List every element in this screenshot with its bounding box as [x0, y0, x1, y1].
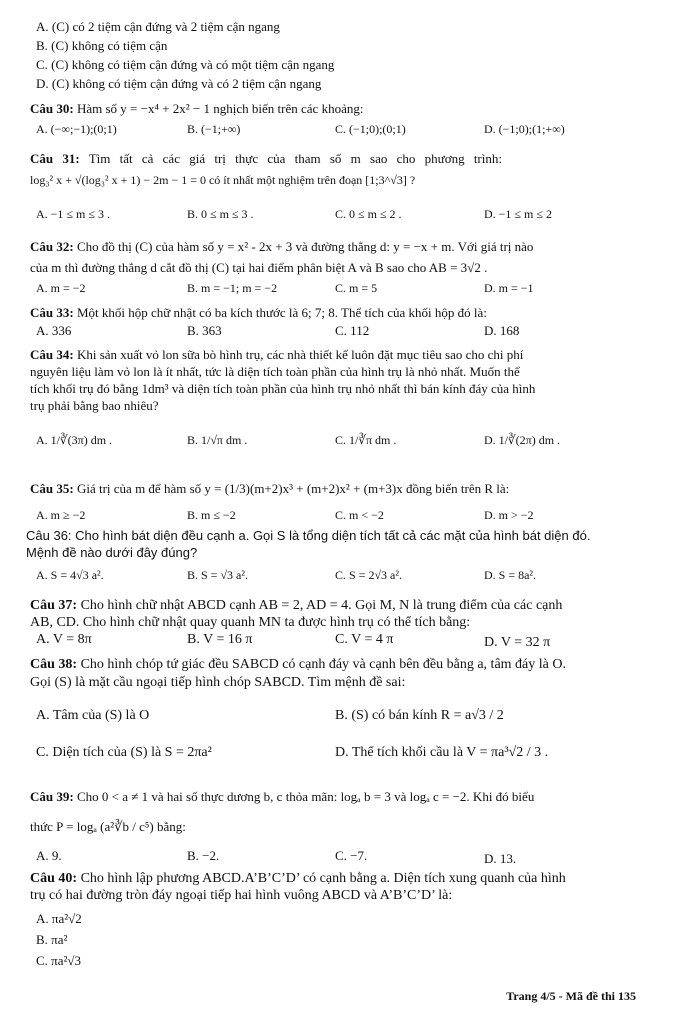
q39-option-d: D. 13.: [484, 851, 517, 866]
q35-option-d: D. m > −2: [484, 508, 534, 522]
question-text: Cho hình chóp tứ giác đều SABCD có cạnh đáy và cạnh bên đều bằng a, tâm đáy là O.: [80, 657, 566, 672]
q35-option-c: C. m < −2: [335, 508, 384, 522]
q34-option-b: B. 1/√π dm .: [187, 433, 248, 447]
question-text: Cho 0 < a ≠ 1 và hai số thực dương b, c thỏa mãn: logₐ b = 3 và logₐ c = −2. Khi đó biểu: [76, 789, 535, 804]
q39-option-b: B. −2.: [187, 848, 220, 863]
question-text: Một khối hộp chữ nhật có ba kích thước là 6; 7; 8. Thể tích của khối hộp đó là:: [76, 305, 487, 320]
question-label: Câu 34:: [30, 347, 74, 362]
question-text: Cho hình chữ nhật ABCD cạnh AB = 2, AD = 4. Gọi M, N là trung điểm của các cạnh: [80, 598, 563, 613]
question-label: Câu 39:: [30, 789, 74, 804]
q37-option-d: D. V = 32 π: [484, 635, 551, 650]
q34-text-line-3: tích khối trụ đó bằng 1dm³ và diện tích toàn phần của hình trụ nhỏ nhất thì bán kính đáy của hình: [30, 381, 536, 396]
q37-option-b: B. V = 16 π: [187, 632, 253, 647]
q33-option-c: C. 112: [335, 323, 370, 338]
q40-option-b: B. πa²: [36, 932, 68, 947]
question-38: [30, 656, 566, 673]
question-label: Câu 32:: [30, 239, 74, 254]
question-text: Giá trị của m để hàm số y = (1/3)(m+2)x³ + (m+2)x² + (m+3)x đồng biến trên R là:: [76, 481, 510, 496]
q38-option-a: A. Tâm của (S) là O: [36, 708, 150, 723]
q40-option-a: A. πa²√2: [36, 911, 82, 926]
question-label: Câu 31:: [30, 151, 80, 166]
question-33: [30, 304, 487, 321]
q31-option-d: D. −1 ≤ m ≤ 2: [484, 207, 552, 221]
q32-option-d: D. m = −1: [484, 281, 534, 295]
q34-option-c: C. 1/∛π dm .: [335, 433, 397, 447]
q32-option-c: C. m = 5: [335, 281, 378, 295]
page-footer: Trang 4/5 - Mã đề thi 135: [506, 989, 636, 1003]
q39-expression: thức P = logₐ (a²∛b / c⁵) bằng:: [30, 819, 186, 834]
q30-option-b: B. (−1;+∞): [187, 122, 241, 136]
question-label: Câu 33:: [30, 305, 74, 320]
q32-option-a: A. m = −2: [36, 281, 86, 295]
q31-option-c: C. 0 ≤ m ≤ 2 .: [335, 207, 402, 221]
prev-option-b: B. (C) không có tiệm cận: [36, 38, 168, 53]
prev-option-d: D. (C) không có tiệm cận đứng và có 2 tiệm cận ngang: [36, 76, 322, 91]
question-37: [30, 597, 562, 614]
question-label: Câu 35:: [30, 481, 74, 496]
q36-option-c: C. S = 2√3 a².: [335, 568, 402, 582]
q35-option-b: B. m ≤ −2: [187, 508, 236, 522]
q39-option-c: C. −7.: [335, 848, 368, 863]
q32-option-b: B. m = −1; m = −2: [187, 281, 278, 295]
q30-option-c: C. (−1;0);(0;1): [335, 122, 406, 136]
q35-option-a: A. m ≥ −2: [36, 508, 86, 522]
q30-option-a: A. (−∞;−1);(0;1): [36, 122, 117, 136]
question-31: [30, 150, 502, 167]
q37-option-a: A. V = 8π: [36, 632, 92, 647]
question-text: Cho đồ thị (C) của hàm số y = x² - 2x + 3 và đường thẳng d: y = −x + m. Với giá trị nào: [76, 239, 534, 254]
q39-option-a: A. 9.: [36, 848, 62, 863]
q30-option-d: D. (−1;0);(1;+∞): [484, 122, 565, 136]
q34-option-d: D. 1/∛(2π) dm .: [484, 433, 561, 447]
q33-option-b: B. 363: [187, 323, 222, 338]
q36-option-d: D. S = 8a².: [484, 568, 537, 582]
question-label: Câu 30:: [30, 101, 74, 116]
q38-option-d: D. Thể tích khối cầu là V = πa³√2 / 3 .: [335, 745, 549, 760]
q33-option-d: D. 168: [484, 323, 520, 338]
question-36: Câu 36: Cho hình bát diện đều cạnh a. Gọi S là tổng diện tích tất cả các mặt của hình bát diện đó.: [26, 528, 591, 543]
q37-text-line-2: AB, CD. Cho hình chữ nhật quay quanh MN ta được hình trụ có thể tích bằng:: [30, 615, 471, 630]
question-label: Câu 38:: [30, 657, 78, 672]
q38-option-b: B. (S) có bán kính R = a√3 / 2: [335, 708, 504, 723]
question-35: [30, 480, 509, 497]
q36-option-a: A. S = 4√3 a².: [36, 568, 104, 582]
prev-option-c: C. (C) không có tiệm cận đứng và có một tiệm cận ngang: [36, 57, 335, 72]
q40-text-line-2: trụ có hai đường tròn đáy ngoại tiếp hai hình vuông ABCD và A’B’C’D’ là:: [30, 888, 453, 903]
question-30: [30, 100, 363, 117]
question-39: [30, 788, 534, 805]
q37-option-c: C. V = 4 π: [335, 632, 394, 647]
q34-text-line-4: trụ phải bằng bao nhiêu?: [30, 398, 159, 413]
question-34: [30, 346, 523, 363]
q32-text-line-2: của m thì đường thẳng d cắt đồ thị (C) tại hai điểm phân biệt A và B sao cho AB = 3√2 .: [30, 260, 488, 275]
question-text: Tìm tất cả các giá trị thực của tham số m sao cho phương trình:: [88, 151, 502, 166]
q36-text-line-2: Mệnh đề nào dưới đây đúng?: [26, 545, 198, 560]
q34-option-a: A. 1/∛(3π) dm .: [36, 433, 113, 447]
question-32: [30, 238, 533, 255]
q34-text-line-2: nguyên liệu làm vỏ lon là ít nhất, tức là diện tích toàn phần của hình trụ là nhỏ nhất. Muốn thể: [30, 364, 520, 379]
question-text: Hàm số y = −x⁴ + 2x² − 1 nghịch biến trên các khoảng:: [76, 101, 364, 116]
q36-option-b: B. S = √3 a².: [187, 568, 248, 582]
question-text: Cho hình lập phương ABCD.A’B’C’D’ có cạnh bằng a. Diện tích xung quanh của hình: [80, 871, 566, 886]
q31-option-b: B. 0 ≤ m ≤ 3 .: [187, 207, 254, 221]
question-text: Khi sản xuất vỏ lon sữa bò hình trụ, các nhà thiết kế luôn đặt mục tiêu sao cho chi phí: [76, 347, 524, 362]
prev-option-a: A. (C) có 2 tiệm cận đứng và 2 tiệm cận ngang: [36, 19, 280, 34]
q38-option-c: C. Diện tích của (S) là S = 2πa²: [36, 745, 212, 760]
q31-equation: log₃² x + √(log₃² x + 1) − 2m − 1 = 0 có ít nhất một nghiệm trên đoạn [1;3^√3] ?: [30, 173, 416, 187]
question-label: Câu 37:: [30, 598, 78, 613]
question-40: [30, 870, 566, 887]
question-label: Câu 40:: [30, 871, 78, 886]
q38-text-line-2: Gọi (S) là mặt cầu ngoại tiếp hình chóp SABCD. Tìm mệnh đề sai:: [30, 675, 406, 690]
q40-option-c: C. πa²√3: [36, 953, 82, 968]
q31-option-a: A. −1 ≤ m ≤ 3 .: [36, 207, 110, 221]
q33-option-a: A. 336: [36, 323, 72, 338]
